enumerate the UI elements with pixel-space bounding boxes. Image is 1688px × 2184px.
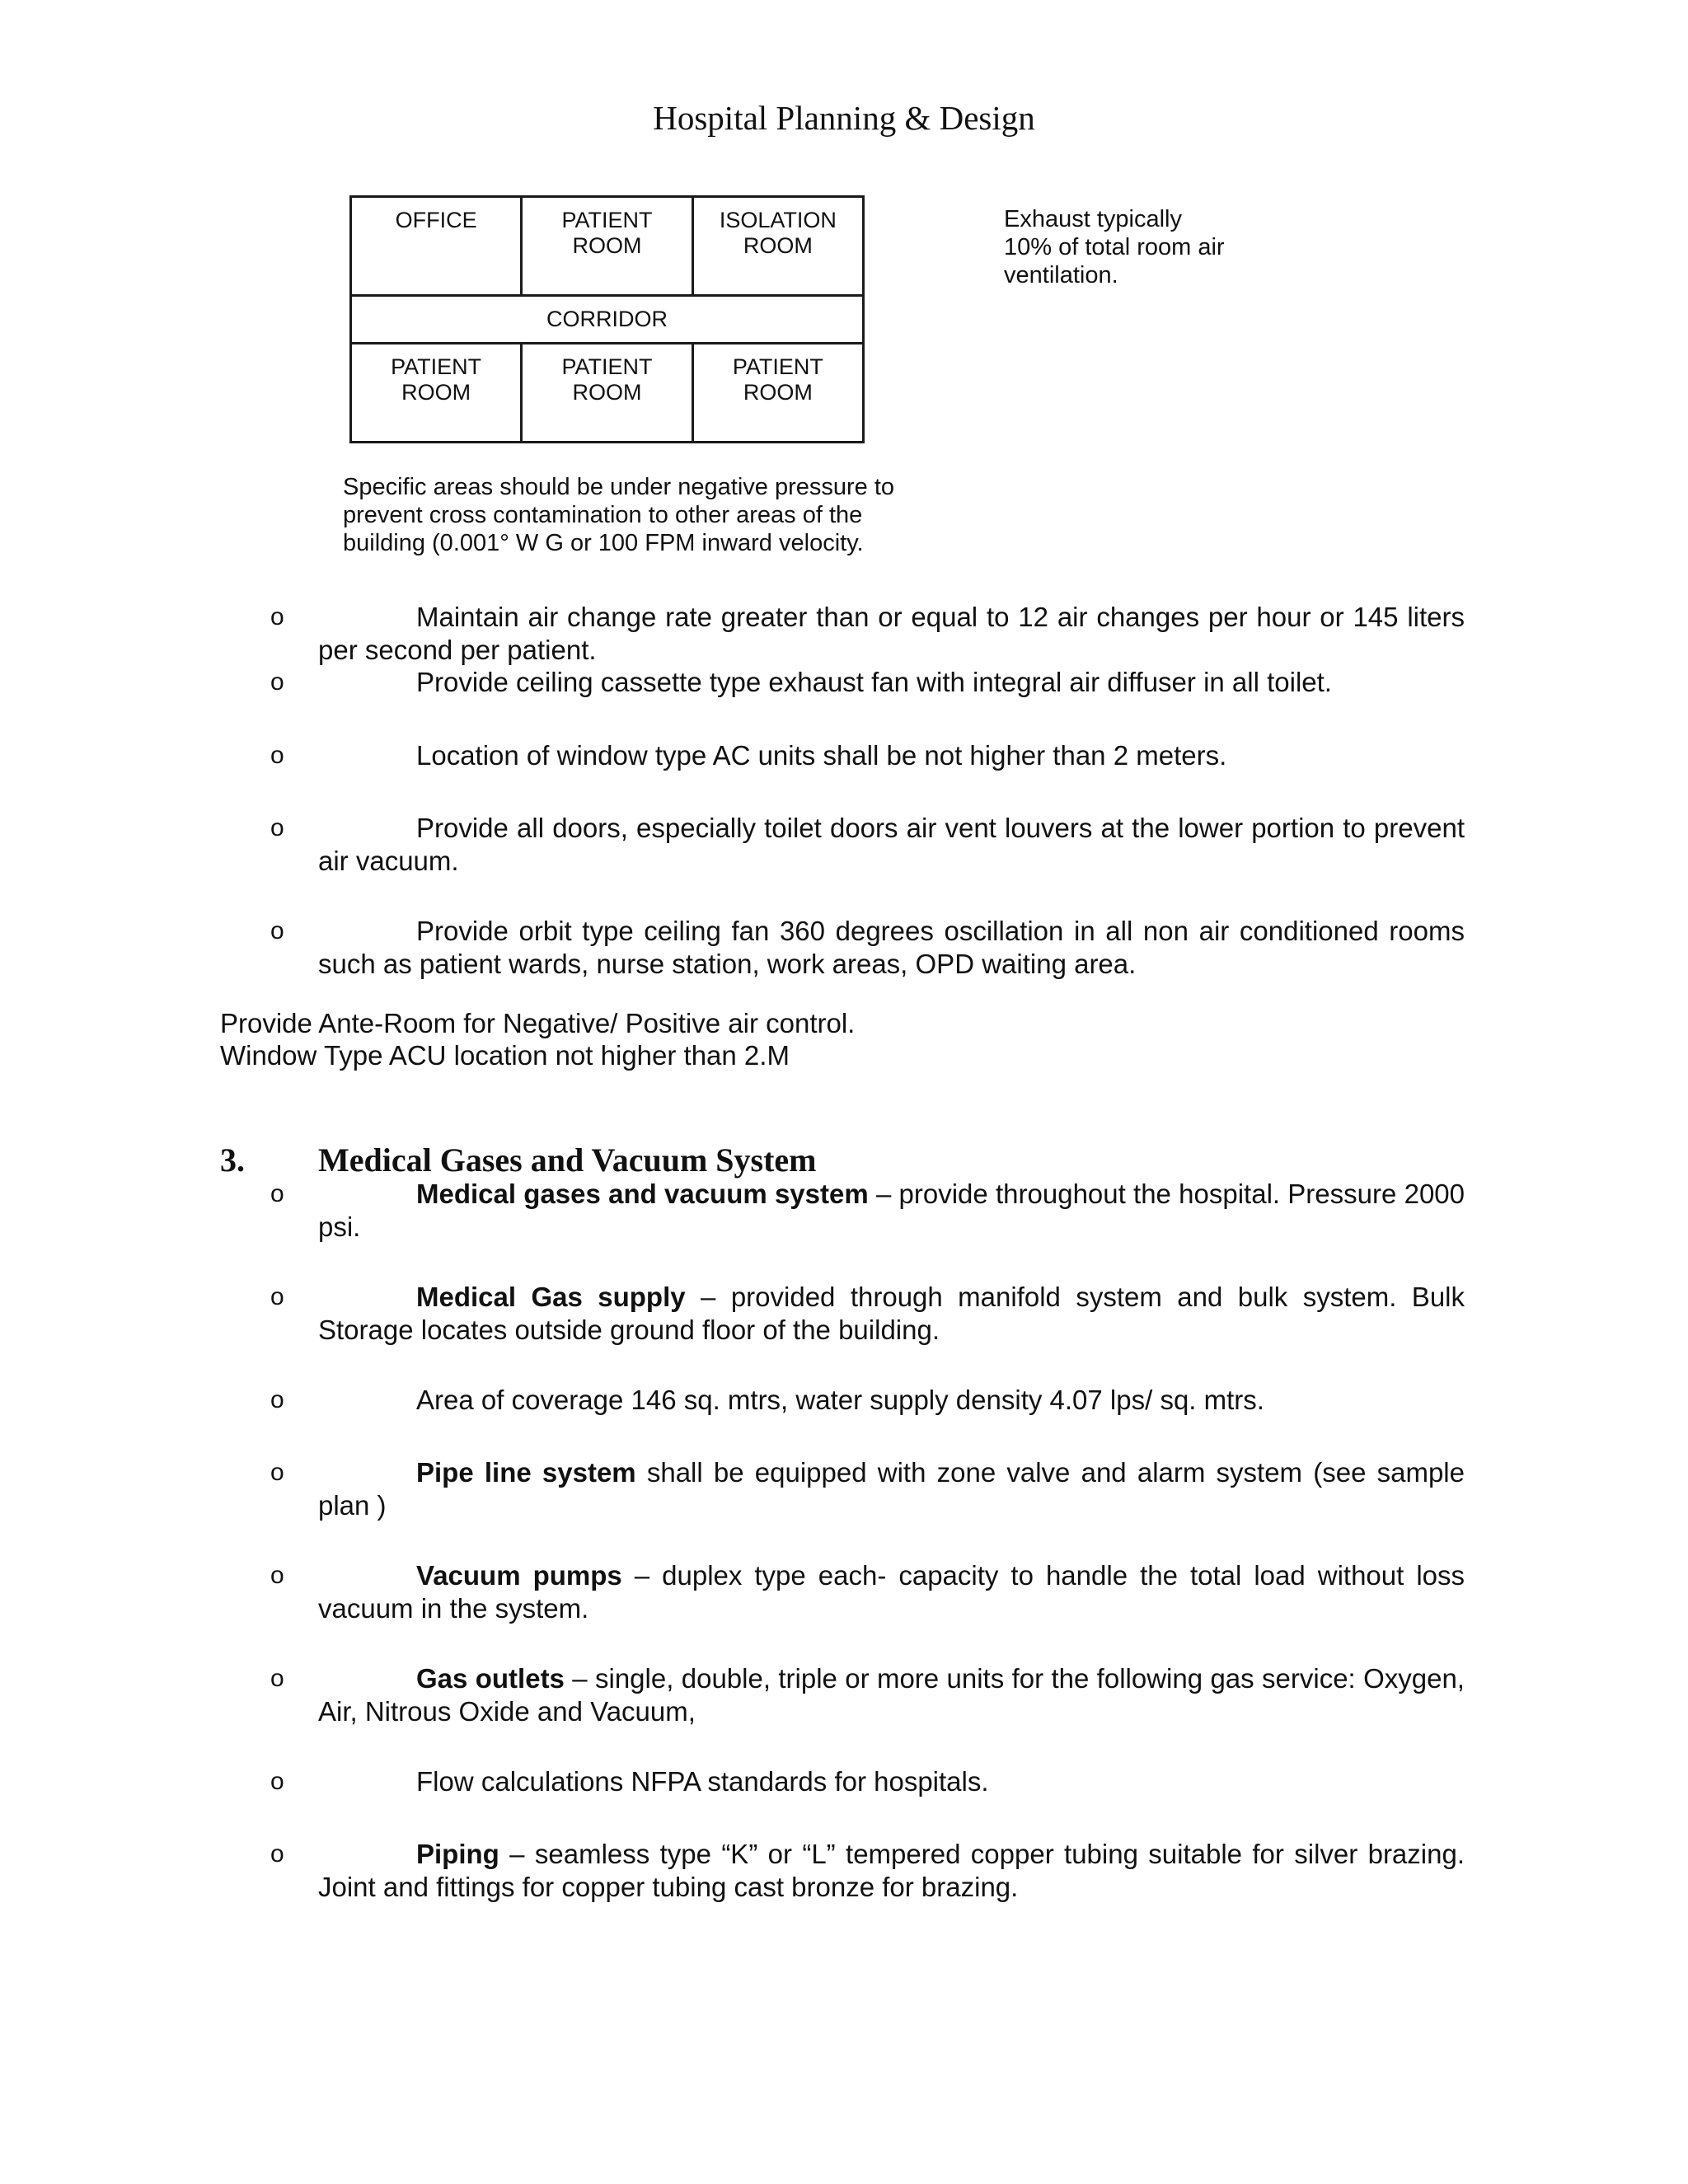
floor-plan-diagram bbox=[349, 195, 865, 443]
section-title: Medical Gases and Vacuum System bbox=[318, 1141, 817, 1179]
list-item-text: – provided through manifold system and bulk system. Bulk Storage locates outside ground floor of the building. bbox=[318, 1282, 1465, 1345]
floor-plan-cell-corridor bbox=[351, 296, 864, 344]
list-item bbox=[318, 812, 1465, 878]
list-item-bold: Piping bbox=[416, 1839, 499, 1869]
floor-plan-cell-office bbox=[351, 197, 522, 296]
floor-plan-corridor-row bbox=[351, 296, 864, 344]
list-item bbox=[318, 601, 1465, 667]
ante-room-note: Provide Ante-Room for Negative/ Positive air control. bbox=[220, 1008, 856, 1038]
floor-plan-top-row bbox=[351, 197, 864, 296]
list-item-text: Provide ceiling cassette type exhaust fan with integral air diffuser in all toilet. bbox=[416, 667, 1332, 697]
list-item-bold: Medical gases and vacuum system bbox=[416, 1179, 869, 1209]
list-item-bold: Vacuum pumps bbox=[416, 1560, 622, 1591]
list-item bbox=[318, 739, 1465, 772]
list-item-bold: Medical Gas supply bbox=[416, 1282, 686, 1312]
floor-plan-label: OFFICE bbox=[395, 208, 477, 232]
pressure-note: Specific areas should be under negative pressure to prevent cross contamination to other areas of the building (0.001° W G or 100 FPM inward velocity. bbox=[343, 474, 895, 556]
floor-plan-label: ISOLATION ROOM bbox=[719, 208, 837, 258]
list-item bbox=[318, 1384, 1465, 1417]
list-item-text: – duplex type each- capacity to handle the total load without loss vacuum in the system. bbox=[318, 1560, 1465, 1624]
list-item-text: – single, double, triple or more units for the following gas service: Oxygen, Air, Nitrous Oxide and Vacuum, bbox=[318, 1663, 1465, 1727]
list-item-text: Provide orbit type ceiling fan 360 degrees oscillation in all non air conditioned rooms such as patient wards, nurse station, work areas, OPD waiting area. bbox=[318, 916, 1465, 979]
floor-plan-cell-patient-room bbox=[351, 344, 522, 443]
list-item bbox=[318, 1178, 1465, 1244]
list-item-text: shall be equipped with zone valve and alarm system (see sample plan ) bbox=[318, 1457, 1465, 1521]
list-item-text: Provide all doors, especially toilet doors air vent louvers at the lower portion to prevent air vacuum. bbox=[318, 813, 1465, 876]
bullet-marker: o bbox=[270, 1459, 284, 1486]
list-item-text: – seamless type “K” or “L” tempered copper tubing suitable for silver brazing. Joint and fittings for copper tubing cast bronze for brazing. bbox=[318, 1839, 1465, 1902]
bullet-marker: o bbox=[270, 742, 284, 769]
list-item-text: Flow calculations NFPA standards for hospitals. bbox=[416, 1766, 989, 1797]
bullet-marker: o bbox=[270, 1840, 284, 1868]
bullet-marker: o bbox=[270, 814, 284, 841]
list-item bbox=[318, 1281, 1465, 1347]
bullet-marker: o bbox=[270, 917, 284, 944]
window-acu-note: Window Type ACU location not higher than 2.M bbox=[220, 1040, 790, 1071]
list-item-text: Area of coverage 146 sq. mtrs, water supply density 4.07 lps/ sq. mtrs. bbox=[416, 1385, 1264, 1415]
list-item bbox=[318, 1662, 1465, 1728]
exhaust-note: Exhaust typically 10% of total room air ventilation. bbox=[1004, 206, 1225, 288]
list-item bbox=[318, 1456, 1465, 1522]
list-item-bold: Pipe line system bbox=[416, 1457, 636, 1488]
bullet-marker: o bbox=[270, 1768, 284, 1795]
bullet-marker: o bbox=[270, 1562, 284, 1589]
floor-plan-label: PATIENT ROOM bbox=[732, 354, 823, 405]
bullet-marker: o bbox=[270, 603, 284, 630]
page-title: Hospital Planning & Design bbox=[653, 99, 1035, 137]
floor-plan-label: PATIENT ROOM bbox=[561, 208, 653, 258]
list-item bbox=[318, 915, 1465, 981]
list-item bbox=[318, 1765, 1465, 1798]
bullet-marker: o bbox=[270, 1386, 284, 1413]
floor-plan-cell-patient-room bbox=[522, 197, 692, 296]
bullet-marker: o bbox=[270, 1180, 284, 1207]
list-item-text: Maintain air change rate greater than or equal to 12 air changes per hour or 145 liters per second per patient. bbox=[318, 602, 1465, 665]
floor-plan-cell-patient-room bbox=[692, 344, 863, 443]
section-number: 3. bbox=[220, 1141, 245, 1179]
floor-plan-cell-isolation-room bbox=[692, 197, 863, 296]
list-item bbox=[318, 1838, 1465, 1904]
bullet-marker: o bbox=[270, 1665, 284, 1692]
floor-plan-bottom-row bbox=[351, 344, 864, 443]
floor-plan-label: PATIENT ROOM bbox=[561, 354, 653, 405]
list-item-text: – provide throughout the hospital. Pressure 2000 psi. bbox=[318, 1179, 1465, 1242]
bullet-marker: o bbox=[270, 668, 284, 696]
list-item-text: Location of window type AC units shall be not higher than 2 meters. bbox=[416, 740, 1227, 771]
list-item bbox=[318, 666, 1465, 699]
bullet-marker: o bbox=[270, 1283, 284, 1310]
list-item bbox=[318, 1559, 1465, 1625]
floor-plan-label: PATIENT ROOM bbox=[391, 354, 482, 405]
floor-plan-cell-patient-room bbox=[522, 344, 692, 443]
floor-plan-label: CORRIDOR bbox=[546, 307, 668, 331]
list-item-bold: Gas outlets bbox=[416, 1663, 565, 1694]
